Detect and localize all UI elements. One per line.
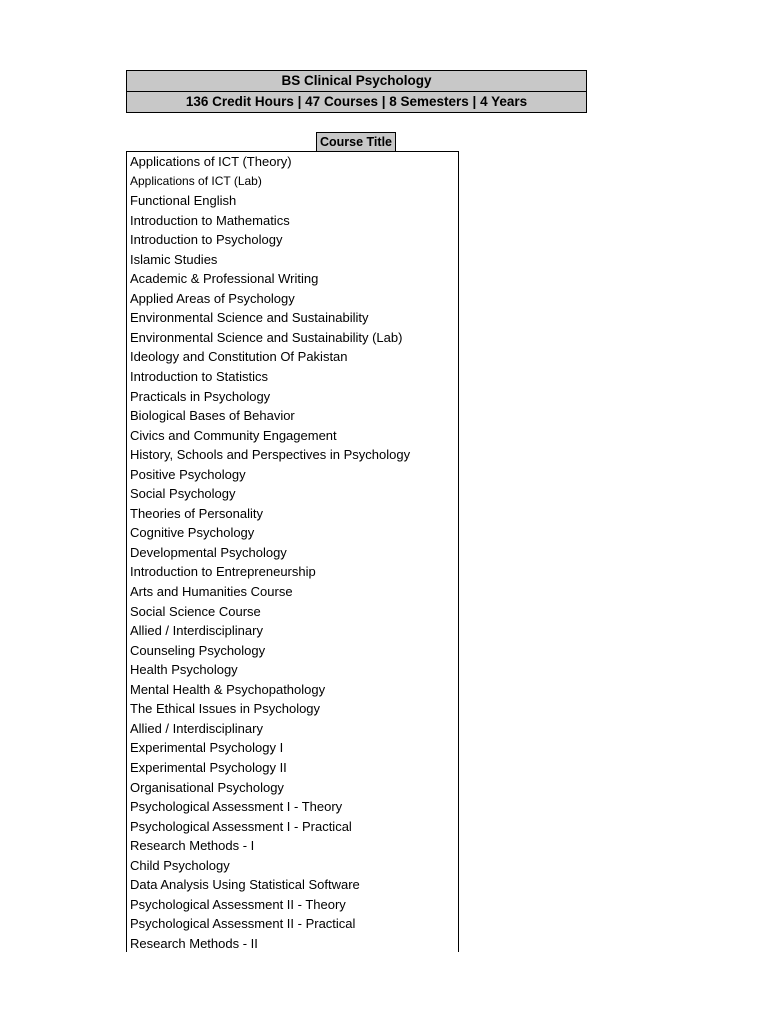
course-row: Biological Bases of Behavior: [130, 408, 295, 424]
course-row: Health Psychology: [130, 662, 238, 678]
course-row: Research Methods - I: [130, 838, 255, 854]
course-row: Environmental Science and Sustainability: [130, 310, 369, 326]
course-row: Psychological Assessment I - Practical: [130, 818, 352, 834]
course-row: Data Analysis Using Statistical Software: [130, 877, 360, 893]
course-row: Counseling Psychology: [130, 642, 266, 658]
course-row: Arts and Humanities Course: [130, 584, 293, 600]
course-row: Social Science Course: [130, 603, 261, 619]
course-row: Psychological Assessment I - Theory: [130, 799, 343, 815]
course-row: Academic & Professional Writing: [130, 271, 319, 287]
course-title-column-header: Course Title: [316, 132, 396, 151]
program-header: [126, 70, 587, 113]
course-row: Child Psychology: [130, 857, 230, 873]
course-row: Psychological Assessment II - Practical: [130, 916, 356, 932]
course-row: Social Psychology: [130, 486, 236, 502]
course-row: Civics and Community Engagement: [130, 427, 337, 443]
course-row: Organisational Psychology: [130, 779, 284, 795]
course-list: [126, 151, 459, 952]
course-row: Positive Psychology: [130, 466, 246, 482]
course-row: Applications of ICT (Theory): [130, 154, 292, 169]
course-row: Theories of Personality: [130, 505, 263, 521]
course-row: Allied / Interdisciplinary: [130, 623, 263, 639]
course-row: Islamic Studies: [130, 251, 218, 267]
course-row: Cognitive Psychology: [130, 525, 255, 541]
course-row: Developmental Psychology: [130, 544, 287, 560]
course-row: The Ethical Issues in Psychology: [130, 701, 321, 717]
course-row: Introduction to Statistics: [130, 369, 269, 385]
program-title: BS Clinical Psychology: [281, 73, 432, 88]
course-row: Introduction to Entrepreneurship: [130, 564, 316, 580]
course-row: Allied / Interdisciplinary: [130, 720, 263, 736]
course-row: Practicals in Psychology: [130, 388, 271, 404]
course-row: Experimental Psychology I: [130, 740, 284, 756]
course-row: Functional English: [130, 193, 237, 209]
course-row: Ideology and Constitution Of Pakistan: [130, 349, 348, 365]
course-row: Introduction to Psychology: [130, 232, 283, 248]
course-row: Research Methods - II: [130, 935, 258, 951]
course-row: Applications of ICT (Lab): [130, 173, 262, 188]
course-row: Introduction to Mathematics: [130, 212, 290, 228]
course-row: Environmental Science and Sustainability (Lab): [130, 329, 403, 345]
course-row: Psychological Assessment II - Theory: [130, 896, 346, 912]
course-row: Applied Areas of Psychology: [130, 290, 295, 306]
course-row: Mental Health & Psychopathology: [130, 681, 326, 697]
program-summary: 136 Credit Hours | 47 Courses | 8 Semesters | 4 Years: [127, 91, 586, 112]
course-row: Experimental Psychology II: [130, 759, 287, 775]
course-row: History, Schools and Perspectives in Psychology: [130, 447, 411, 463]
